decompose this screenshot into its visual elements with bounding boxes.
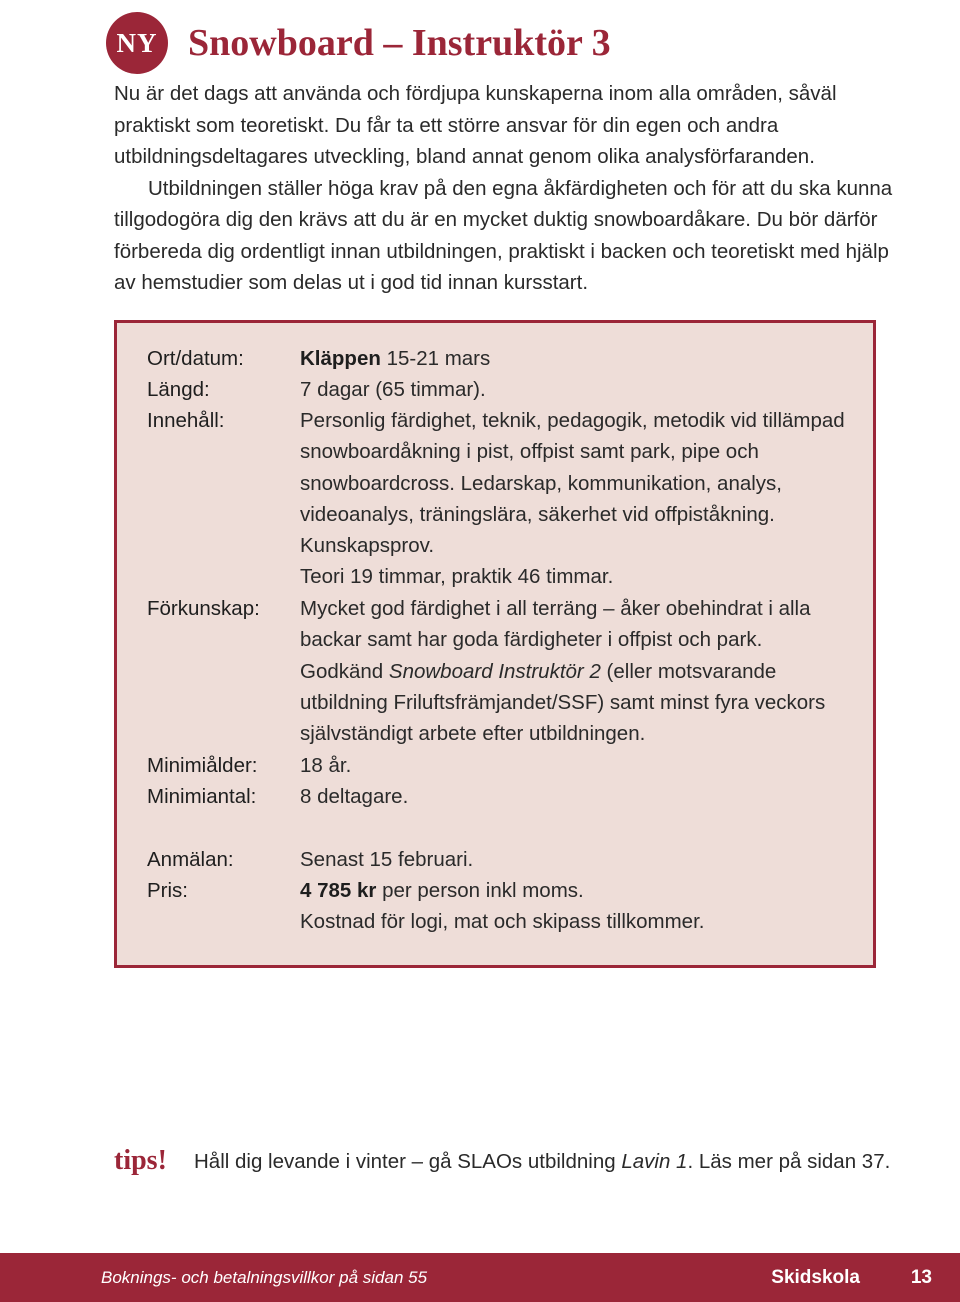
place-dates: 15-21 mars: [380, 347, 491, 370]
footer-booking-note: Boknings- och betalningsvillkor på sidan 55: [101, 1268, 428, 1287]
intro-paragraph-2: Utbildningen ställer höga krav på den egna åkfärdigheten och för att du ska kunna tillgodogöra dig den krävs att du är en mycket duktig snowboardåkare. Du bör därför förbereda dig ordentligt innan utbildningen, praktiskt i backen och teoretiskt med hjälp av hemstudier som delas ut i god tid innan kursstart.: [114, 176, 893, 294]
tips-text-post: . Läs mer på sidan 37.: [687, 1150, 891, 1173]
prereq-label: Förkunskap:: [147, 597, 260, 620]
place-name: Kläppen: [300, 347, 381, 370]
price-amount: 4 785 kr: [300, 879, 377, 902]
intro-text: [114, 78, 894, 299]
intro-paragraph-1: Nu är det dags att använda och fördjupa kunskaperna inom alla områden, såväl praktiskt som teoretiskt. Du får ta ett större ansvar för din egen och andra utbildningsdeltagares utveckling, bland annat genom olika analysförfaranden.: [114, 82, 837, 168]
page-title: Snowboard – Instruktör 3: [188, 22, 611, 64]
footer-bar: [0, 1253, 960, 1302]
prereq-value: [300, 593, 853, 749]
price-label: Pris:: [147, 879, 188, 902]
signup-value: Senast 15 februari.: [300, 848, 474, 871]
price-rest: per person inkl moms.: [376, 879, 584, 902]
new-badge: NY: [106, 12, 168, 74]
prereq-skills: Mycket god färdighet i all terräng – åker obehindrat i alla backar samt har goda färdigheter i offpist och park.: [300, 597, 811, 652]
tips-text-pre: Håll dig levande i vinter – gå SLAOs utbildning: [194, 1150, 622, 1173]
min-count-value: 8 deltagare.: [300, 785, 409, 808]
tips-label: tips!: [114, 1145, 167, 1176]
footer-section-name: Skidskola: [771, 1267, 860, 1288]
prereq-cert-pre: Godkänd: [300, 659, 389, 683]
prereq-cert-post: (eller motsvarande utbildning Friluftsfrämjandet/SSF) samt minst fyra veckors självständigt arbete efter utbildningen.: [300, 659, 826, 746]
course-info-box: [114, 320, 876, 968]
min-age-label: Minimiålder:: [147, 754, 258, 777]
page-number: 13: [910, 1267, 932, 1288]
content-description: Personlig färdighet, teknik, pedagogik, metodik vid tillämpad snowboardåkning i pist, offpist samt park, pipe och snowboardcross. Ledarskap, kommunikation, analys, videoanalys, träningslära, säkerhet vid offpiståkning. Kunskapsprov.: [300, 409, 845, 558]
tips-text: [194, 1146, 894, 1178]
signup-label: Anmälan:: [147, 848, 234, 871]
place-value: [300, 343, 853, 374]
length-value: 7 dagar (65 timmar).: [300, 378, 486, 401]
price-value: [300, 875, 853, 938]
price-note: Kostnad för logi, mat och skipass tillkommer.: [300, 910, 705, 934]
content-label: Innehåll:: [147, 409, 225, 432]
min-age-value: 18 år.: [300, 754, 352, 777]
min-count-label: Minimiantal:: [147, 785, 257, 808]
tips-course-name: Lavin 1: [621, 1150, 688, 1173]
content-hours: Teori 19 timmar, praktik 46 timmar.: [300, 565, 614, 589]
prereq-cert-course: Snowboard Instruktör 2: [388, 659, 601, 683]
content-value: [300, 405, 853, 593]
prereq-certification: [300, 656, 853, 750]
place-label: Ort/datum:: [147, 347, 244, 370]
length-label: Längd:: [147, 378, 210, 401]
